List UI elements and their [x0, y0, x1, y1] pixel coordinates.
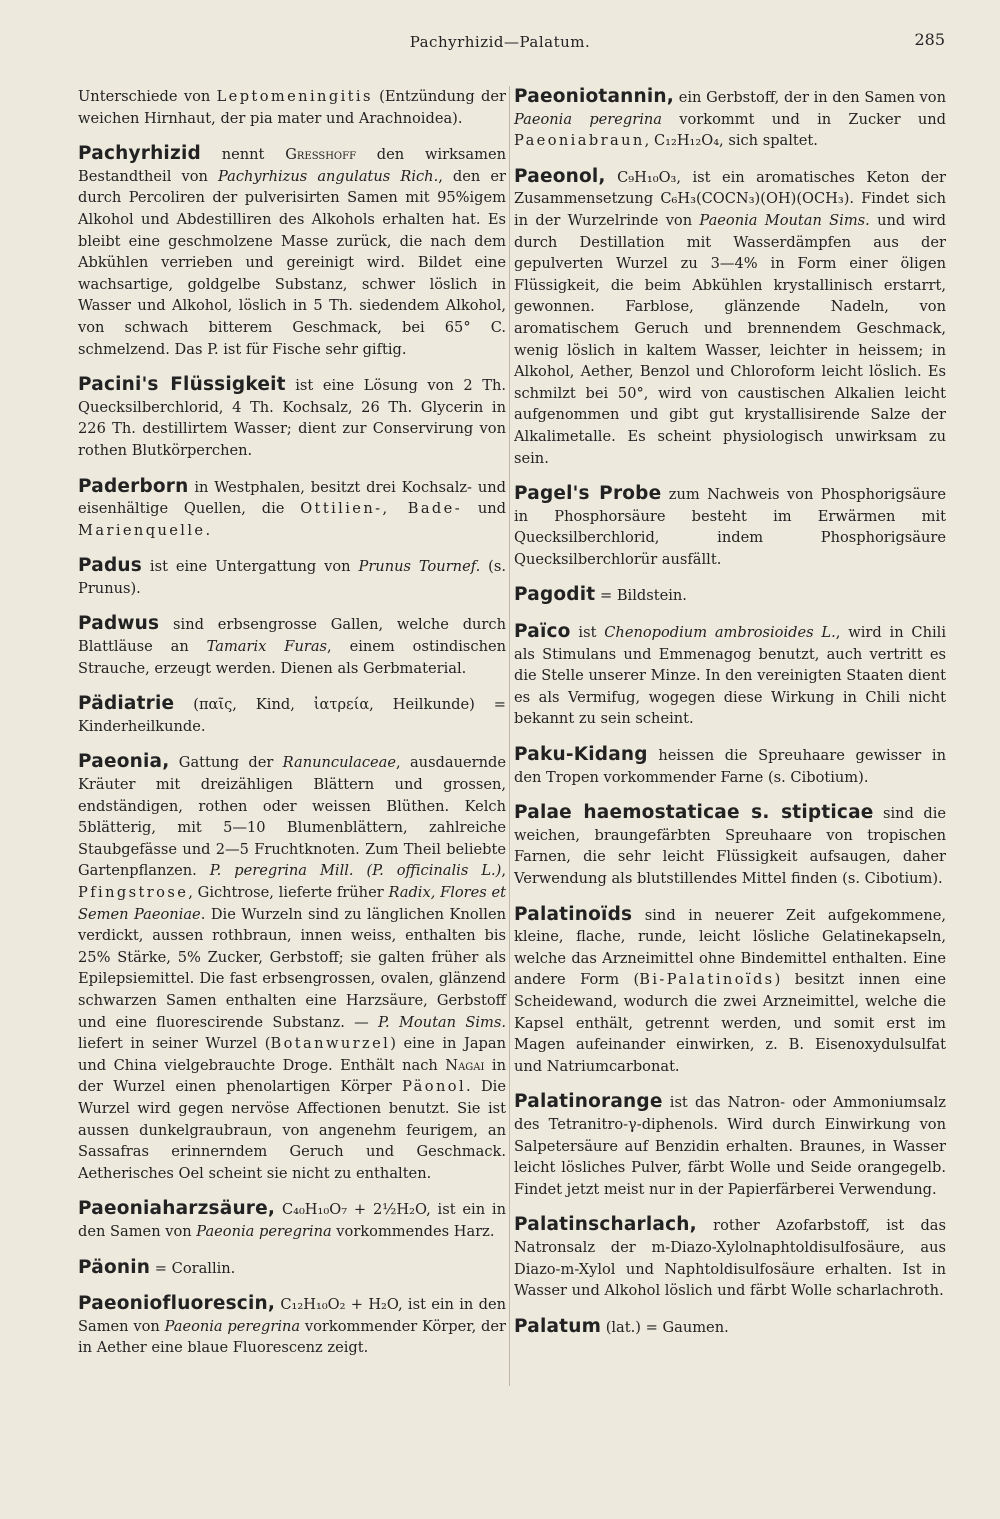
text: , [501, 862, 506, 880]
entry-headword: Palatinoïds [514, 903, 633, 925]
spaced-term: Paeoniabraun [514, 132, 645, 150]
text: vorkommt und in Zucker und [662, 110, 946, 128]
text: , wird in Chili als Stimulans und Emmenagog benutzt, auch vertritt es die Stelle unserer Minze. In den vereinigten Staaten dient es als Vermifug, wogegen diese Wirkung in Chili nicht bekannt zu sein scheint. [514, 624, 946, 728]
right-column [514, 86, 946, 1352]
entry-palatum [514, 1316, 946, 1339]
entry-paeoniofluorescin [78, 1293, 506, 1359]
text: sind die weichen, braungefärbten Spreuhaare von tropischen Farnen, die sehr leicht Flüssigkeit aufsaugen, daher Verwendung als blutstillendes Mittel finden (s. Cibotium). [514, 805, 946, 887]
text: ist das Natron- oder Ammoniumsalz des Tetranitro-γ-diphenols. Wird durch Einwirkung von Salpetersäure auf Benzidin erhalten. Braunes, in Wasser leicht lösliches Pulver, färbt Wolle und Seide orangegelb. Findet jetzt meist nur in der Papierfärberei Verwendung. [514, 1094, 946, 1198]
spaced-term: Botanwurzel [270, 1035, 391, 1053]
entry-continuation [78, 86, 506, 129]
text: und wird durch Destillation mit Wasserdämpfen aus der gepulverten Wurzel zu 3—4% in Form einer öligen Flüssigkeit, die beim Abkühlen krystallinisch erstarrt, gewonnen. Farblose, glänzende Nadeln, von aromatischem Geruch und brennendem Geschmack, wenig löslich in kaltem Wasser, leichter in heissem; in Alkohol, Aether, Benzol und Chloroform leicht löslich. Es schmilzt bei 50°, wird von caustischen Alkalien leicht aufgenommen und gibt gut krystallisirende Salze der Alkalimetalle. Es scheint physiologisch unwirksam zu sein. [514, 211, 946, 467]
entry-paeonol [514, 166, 946, 469]
text: ) besitzt innen eine Scheidewand, wodurch die zwei Arzneimittel, welche die Kapsel enthält, getrennt werden, und somit erst im Magen aufeinander einwirken, z. B. Eisenoxydulsulfat und Natriumcarbonat. [514, 971, 946, 1075]
drug-name: Radix, Flores et Semen Paeoniae [78, 884, 506, 923]
text: sind erbsengrosse Gallen, welche durch Blattläuse an [78, 616, 506, 656]
running-head: Pachyrhizid—Palatum. [409, 33, 591, 51]
entry-headword: Palatum [514, 1315, 602, 1337]
text: in Westphalen, besitzt drei Kochsalz- und eisenhältige Quellen, die [78, 478, 506, 518]
text: nennt [200, 146, 286, 164]
entry-palatinorange [514, 1091, 946, 1200]
entry-palatinoids [514, 904, 946, 1078]
text: rother Azofarbstoff, ist das Natronsalz der m-Diazo-Xylolnaphtoldisulfosäure, aus Diazo-m-Xylol und Naphtoldisulfosäure erhalten. Ist in Wasser und Alkohol löslich und färbt Wolle scharlachroth. [514, 1217, 946, 1300]
entry-headword: Paeoniofluorescin, [78, 1293, 276, 1315]
column-divider [509, 86, 510, 1386]
entry-headword: Palatinscharlach, [514, 1214, 697, 1236]
text: vorkommendes Harz. [331, 1222, 495, 1240]
spaced-term: Ottilien-, Bade- [300, 500, 463, 518]
entry-palatinscharlach [514, 1214, 946, 1301]
entry-headword: Padus [78, 555, 142, 577]
species-name: Pachyrhizus angulatus Rich. [217, 167, 439, 185]
entry-paeonia [78, 751, 506, 1184]
spaced-term: Marienquelle [78, 521, 206, 539]
text: = Bildstein. [595, 587, 687, 605]
entry-headword: Palae haemostaticae s. stipticae [514, 802, 874, 824]
text: , ausdauernde Kräuter mit dreizähligen Blättern und grossen, endständigen, rothen oder weissen Blüthen. Kelch 5blätterig, mit 5—10 Blumenblättern, zahlreiche Staubgefässe und 2—5 Fruchtknoten. Zum Theil beliebte Gartenpflanzen. [78, 754, 506, 880]
species-name: P. peregrina Mill. (P. officinalis L.) [209, 862, 502, 880]
text: ist eine Untergattung von [141, 558, 359, 576]
text: C₄₀H₁₀O₇ + 2½H₂O, ist ein in den Samen von [78, 1201, 506, 1240]
entry-headword: Paku-Kidang [514, 744, 648, 766]
text: , Gichtrose, lieferte früher [188, 884, 389, 901]
text: ) eine in Japan und China vielgebrauchte Droge. Enthält nach [78, 1035, 506, 1074]
text: ist [570, 624, 605, 642]
entry-headword: Paeonia, [78, 751, 170, 773]
text: heissen die Spreuhaare gewisser in den Tropen vorkommender Farne (s. Cibotium). [514, 747, 946, 786]
entry-padus [78, 555, 506, 599]
spaced-term: Pfingstrose [78, 884, 189, 901]
text: und [462, 500, 506, 518]
entry-palae-haemostaticae [514, 802, 946, 889]
entry-pacini [78, 374, 506, 461]
entry-headword: Paeoniotannin, [514, 86, 675, 107]
text: . Die Wurzel wird gegen nervöse Affectionen benutzt. Sie ist aussen dunkelgraubraun, von angenehm feurigem, an Sassafras erinnerndem Geruch und Geschmack. Aetherisches Oel scheint sie nicht zu enthalten. [78, 1078, 506, 1182]
text: , C₁₂H₁₂O₄, sich spaltet. [644, 132, 818, 150]
text: (παῖς, Kind, ἰατρεία, Heilkunde) = Kinderheilkunde. [78, 696, 506, 735]
entry-headword: Palatinorange [514, 1091, 663, 1113]
species-name: Prunus Tournef. [358, 558, 481, 576]
entry-pachyrhizid [78, 143, 506, 360]
text: , einem ostindischen Strauche, erzeugt werden. Dienen als Gerbmaterial. [78, 638, 506, 677]
text: vorkommender Körper, der in Aether eine blaue Fluorescenz zeigt. [78, 1317, 506, 1357]
entry-headword: Paderborn [78, 475, 189, 497]
entry-headword: Padwus [78, 613, 160, 635]
entry-pagels-probe [514, 483, 946, 570]
text: (lat.) = Gaumen. [601, 1318, 729, 1336]
spaced-term: Bi-Palatinoïds [639, 971, 775, 989]
entry-paeoniotannin [514, 86, 946, 152]
species-name: Chenopodium ambrosioides L. [604, 624, 836, 642]
entry-headword: Pagel's Probe [514, 483, 662, 505]
entry-paeonin [78, 1257, 506, 1280]
text: liefert in seiner Wurzel ( [78, 1035, 271, 1053]
text: zum Nachweis von Phosphorigsäure in Phosphorsäure besteht im Erwärmen mit Quecksilberchlorid, indem Phosphorigsäure Quecksilberchlorür ausfällt. [514, 486, 946, 568]
species-name: Paeonia peregrina [164, 1317, 301, 1335]
text: . Die Wurzeln sind zu länglichen Knollen verdickt, aussen rothbraun, innen weiss, enthalten bis 25% Stärke, 5% Zucker, Gerbstoff; sie galten früher als Epilepsiemittel. Die fast erbsengrossen, ovalen, glänzend schwarzen Samen enthalten eine Harzsäure, Gerbstoff und eine fluorescirende Substanz. — [78, 905, 506, 1031]
text: Unterschiede von [78, 88, 217, 105]
left-column [78, 86, 506, 1373]
entry-headword: Pagodit [514, 584, 596, 606]
text: C₁₂H₁₀O₂ + H₂O, ist ein in den Samen von [78, 1296, 506, 1335]
page-number: 285 [914, 30, 945, 49]
text: in der Wurzel einen phenolartigen Körper [78, 1056, 506, 1096]
text: Gattung der [169, 754, 283, 772]
text: , den er durch Percoliren der pulverisirten Samen mit 95%igem Alkohol und Abdestilliren des Alkohols erhalten hat. Es bleibt eine geschmolzene Masse zurück, die nach dem Abkühlen verrieben und gereinigt wird. Bildet eine wachsartige, goldgelbe Substanz, schwer löslich in Wasser und Alkohol, löslich in 5 Th. siedendem Alkohol, von schwach bitterem Geschmack, bei 65° C. schmelzend. Das P. ist für Fische sehr giftig. [78, 167, 506, 358]
text: (s. Prunus). [78, 558, 506, 597]
entry-paderborn [78, 476, 506, 542]
entry-paeoniaharzsaeure [78, 1198, 506, 1242]
entry-paediatrie [78, 693, 506, 737]
text: (Entzündung der weichen Hirnhaut, der pia mater und Arachnoidea). [78, 88, 506, 127]
spaced-term: Leptomeningitis [216, 88, 373, 105]
entry-pagodit [514, 584, 946, 607]
author-name: Nagai [445, 1056, 485, 1074]
family-name: Ranunculaceae [282, 754, 396, 772]
species-name: Paeonia Moutan Sims. [699, 211, 870, 229]
species-name: Paeonia peregrina [196, 1222, 332, 1240]
entry-headword: Pachyrhizid [78, 143, 201, 165]
entry-headword: Païco [514, 621, 571, 643]
species-name: Paeonia peregrina [514, 110, 662, 128]
text: sind in neuerer Zeit aufgekommene, kleine, flache, runde, leicht lösliche Gelatinekapseln, welche das Arzneimittel ohne Bindemittel enthalten. Eine andere Form ( [514, 906, 946, 989]
text: den wirksamen Bestandtheil von [78, 146, 506, 185]
entry-headword: Pacini's Flüssigkeit [78, 374, 286, 396]
spaced-term: Päonol [402, 1078, 467, 1096]
species-name: P. Moutan Sims. [378, 1013, 506, 1031]
entry-paku-kidang [514, 744, 946, 788]
entry-headword: Pädiatrie [78, 693, 175, 715]
text: ein Gerbstoff, der in den Samen von [674, 89, 946, 106]
author-name: Gresshoff [285, 146, 357, 164]
entry-padwus [78, 613, 506, 679]
text: C₉H₁₀O₃, ist ein aromatisches Keton der Zusammensetzung C₆H₃(COCN₃)(OH)(OCH₃). Findet sich in der Wurzelrinde von [514, 168, 946, 229]
entry-headword: Paeoniaharzsäure, [78, 1198, 276, 1220]
entry-paico [514, 621, 946, 730]
text: = Corallin. [150, 1259, 236, 1277]
text: . [205, 521, 211, 539]
species-name: Tamarix Furas [206, 638, 328, 656]
text: ist eine Lösung von 2 Th. Quecksilberchlorid, 4 Th. Kochsalz, 26 Th. Glycerin in 226 Th. destillirtem Wasser; dient zur Conservirung von rothen Blutkörperchen. [78, 377, 506, 459]
entry-headword: Paeonol, [514, 165, 606, 187]
entry-headword: Päonin [78, 1256, 151, 1278]
